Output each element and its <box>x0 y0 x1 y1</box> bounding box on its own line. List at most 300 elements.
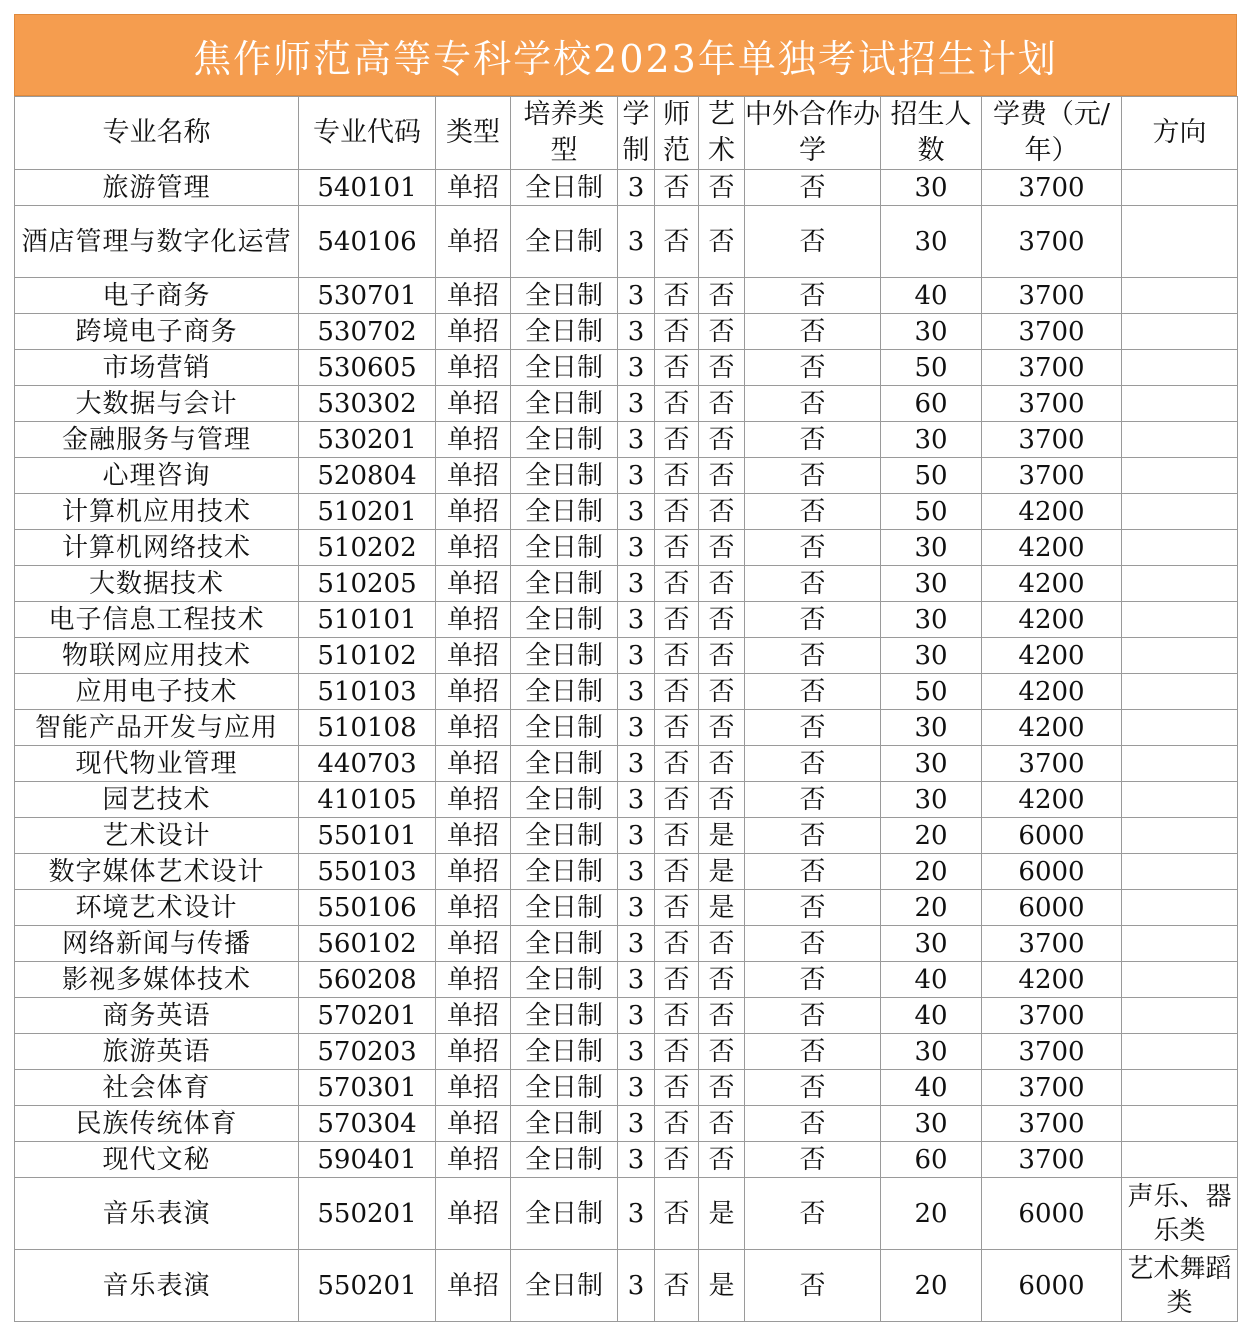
direction-cell <box>1122 854 1238 890</box>
major-name-cell: 环境艺术设计 <box>15 890 299 926</box>
table-cell: 单招 <box>436 1142 511 1178</box>
table-cell: 全日制 <box>511 314 618 350</box>
table-cell: 550101 <box>299 818 436 854</box>
table-cell: 3700 <box>982 1034 1122 1070</box>
table-cell: 40 <box>881 1070 982 1106</box>
table-cell: 30 <box>881 314 982 350</box>
direction-cell: 声乐、器乐类 <box>1122 1178 1238 1250</box>
table-cell: 否 <box>745 710 881 746</box>
table-cell: 否 <box>745 1250 881 1322</box>
table-cell: 否 <box>655 350 699 386</box>
table-cell: 全日制 <box>511 926 618 962</box>
table-cell: 单招 <box>436 494 511 530</box>
table-cell: 否 <box>655 314 699 350</box>
table-cell: 否 <box>745 494 881 530</box>
table-cell: 3 <box>618 638 655 674</box>
table-row <box>15 638 1238 674</box>
table-cell: 全日制 <box>511 1106 618 1142</box>
table-cell: 510201 <box>299 494 436 530</box>
table-cell: 3700 <box>982 314 1122 350</box>
table-cell: 否 <box>699 1070 745 1106</box>
table-cell: 否 <box>699 674 745 710</box>
table-cell: 6000 <box>982 890 1122 926</box>
table-cell: 3 <box>618 782 655 818</box>
table-cell: 否 <box>699 386 745 422</box>
table-cell: 否 <box>699 746 745 782</box>
table-cell: 510108 <box>299 710 436 746</box>
table-row <box>15 1106 1238 1142</box>
table-cell: 3 <box>618 854 655 890</box>
table-cell: 否 <box>745 1178 881 1250</box>
table-cell: 否 <box>745 170 881 206</box>
table-cell: 单招 <box>436 170 511 206</box>
table-cell: 3700 <box>982 350 1122 386</box>
table-cell: 全日制 <box>511 458 618 494</box>
header-cell: 中外合作办学 <box>745 97 881 170</box>
table-cell: 全日制 <box>511 1034 618 1070</box>
direction-cell <box>1122 998 1238 1034</box>
header-cell: 方向 <box>1122 97 1238 170</box>
direction-cell <box>1122 530 1238 566</box>
table-cell: 3 <box>618 458 655 494</box>
table-cell: 全日制 <box>511 422 618 458</box>
major-name-cell: 现代物业管理 <box>15 746 299 782</box>
table-cell: 单招 <box>436 998 511 1034</box>
table-cell: 是 <box>699 890 745 926</box>
table-cell: 6000 <box>982 818 1122 854</box>
table-cell: 60 <box>881 1142 982 1178</box>
direction-cell <box>1122 1106 1238 1142</box>
table-cell: 单招 <box>436 278 511 314</box>
header-cell: 师范 <box>655 97 699 170</box>
table-row <box>15 458 1238 494</box>
table-row <box>15 818 1238 854</box>
table-cell: 单招 <box>436 890 511 926</box>
table-cell: 3 <box>618 170 655 206</box>
major-name-cell: 影视多媒体技术 <box>15 962 299 998</box>
table-cell: 否 <box>655 818 699 854</box>
admission-plan-sheet <box>14 14 1237 1322</box>
table-cell: 单招 <box>436 1034 511 1070</box>
table-cell: 单招 <box>436 1178 511 1250</box>
table-cell: 否 <box>745 206 881 278</box>
major-name-cell: 旅游英语 <box>15 1034 299 1070</box>
table-cell: 4200 <box>982 962 1122 998</box>
table-cell: 否 <box>655 782 699 818</box>
table-row <box>15 278 1238 314</box>
table-cell: 全日制 <box>511 1070 618 1106</box>
table-cell: 否 <box>699 530 745 566</box>
table-cell: 3700 <box>982 170 1122 206</box>
table-cell: 否 <box>655 530 699 566</box>
table-cell: 30 <box>881 1106 982 1142</box>
table-cell: 否 <box>655 674 699 710</box>
table-cell: 否 <box>745 422 881 458</box>
table-cell: 单招 <box>436 674 511 710</box>
table-cell: 540106 <box>299 206 436 278</box>
major-name-cell: 电子商务 <box>15 278 299 314</box>
major-name-cell: 商务英语 <box>15 998 299 1034</box>
table-cell: 4200 <box>982 566 1122 602</box>
table-cell: 20 <box>881 1178 982 1250</box>
table-cell: 570301 <box>299 1070 436 1106</box>
table-cell: 否 <box>745 458 881 494</box>
table-cell: 3 <box>618 962 655 998</box>
table-cell: 否 <box>745 530 881 566</box>
major-name-cell: 现代文秘 <box>15 1142 299 1178</box>
table-cell: 否 <box>745 1034 881 1070</box>
table-cell: 560102 <box>299 926 436 962</box>
table-cell: 单招 <box>436 1070 511 1106</box>
table-cell: 3 <box>618 422 655 458</box>
table-cell: 3 <box>618 1250 655 1322</box>
table-cell: 否 <box>655 494 699 530</box>
table-cell: 否 <box>699 314 745 350</box>
table-cell: 全日制 <box>511 350 618 386</box>
table-cell: 3 <box>618 530 655 566</box>
major-name-cell: 网络新闻与传播 <box>15 926 299 962</box>
table-cell: 4200 <box>982 782 1122 818</box>
direction-cell <box>1122 494 1238 530</box>
table-row <box>15 1178 1238 1250</box>
table-cell: 是 <box>699 1178 745 1250</box>
table-row <box>15 746 1238 782</box>
table-cell: 否 <box>699 458 745 494</box>
major-name-cell: 艺术设计 <box>15 818 299 854</box>
table-cell: 3700 <box>982 746 1122 782</box>
table-cell: 全日制 <box>511 1250 618 1322</box>
table-cell: 单招 <box>436 530 511 566</box>
table-cell: 否 <box>655 926 699 962</box>
table-row <box>15 962 1238 998</box>
table-cell: 3 <box>618 602 655 638</box>
table-cell: 否 <box>745 602 881 638</box>
table-cell: 是 <box>699 818 745 854</box>
table-cell: 3700 <box>982 998 1122 1034</box>
table-cell: 单招 <box>436 422 511 458</box>
table-cell: 否 <box>699 998 745 1034</box>
direction-cell <box>1122 422 1238 458</box>
table-row <box>15 1070 1238 1106</box>
table-cell: 单招 <box>436 710 511 746</box>
direction-cell <box>1122 710 1238 746</box>
table-cell: 单招 <box>436 350 511 386</box>
table-cell: 4200 <box>982 530 1122 566</box>
table-cell: 3 <box>618 278 655 314</box>
direction-cell: 艺术舞蹈类 <box>1122 1250 1238 1322</box>
table-cell: 540101 <box>299 170 436 206</box>
table-cell: 否 <box>655 1070 699 1106</box>
table-row <box>15 998 1238 1034</box>
direction-cell <box>1122 926 1238 962</box>
major-name-cell: 计算机应用技术 <box>15 494 299 530</box>
major-name-cell: 心理咨询 <box>15 458 299 494</box>
table-cell: 520804 <box>299 458 436 494</box>
major-name-cell: 市场营销 <box>15 350 299 386</box>
table-cell: 单招 <box>436 638 511 674</box>
table-cell: 否 <box>655 1178 699 1250</box>
table-cell: 3 <box>618 566 655 602</box>
table-cell: 单招 <box>436 746 511 782</box>
table-row <box>15 314 1238 350</box>
direction-cell <box>1122 890 1238 926</box>
table-cell: 否 <box>699 782 745 818</box>
table-cell: 否 <box>699 1142 745 1178</box>
header-cell: 学费（元/年） <box>982 97 1122 170</box>
table-cell: 全日制 <box>511 890 618 926</box>
table-row <box>15 494 1238 530</box>
table-row <box>15 782 1238 818</box>
table-cell: 否 <box>699 602 745 638</box>
direction-cell <box>1122 458 1238 494</box>
major-name-cell: 大数据与会计 <box>15 386 299 422</box>
major-name-cell: 计算机网络技术 <box>15 530 299 566</box>
table-cell: 否 <box>745 746 881 782</box>
table-cell: 530701 <box>299 278 436 314</box>
table-cell: 否 <box>699 206 745 278</box>
table-cell: 单招 <box>436 458 511 494</box>
major-name-cell: 大数据技术 <box>15 566 299 602</box>
table-cell: 3700 <box>982 422 1122 458</box>
table-cell: 单招 <box>436 818 511 854</box>
table-cell: 530201 <box>299 422 436 458</box>
table-cell: 全日制 <box>511 998 618 1034</box>
table-cell: 否 <box>745 1142 881 1178</box>
table-cell: 否 <box>699 638 745 674</box>
table-cell: 否 <box>699 422 745 458</box>
table-cell: 否 <box>655 1034 699 1070</box>
table-cell: 否 <box>655 746 699 782</box>
table-cell: 否 <box>699 1106 745 1142</box>
table-row <box>15 422 1238 458</box>
table-cell: 单招 <box>436 314 511 350</box>
table-cell: 3700 <box>982 1142 1122 1178</box>
table-cell: 全日制 <box>511 674 618 710</box>
header-cell: 招生人数 <box>881 97 982 170</box>
table-cell: 3 <box>618 746 655 782</box>
table-cell: 全日制 <box>511 962 618 998</box>
table-cell: 3 <box>618 1142 655 1178</box>
table-cell: 40 <box>881 278 982 314</box>
table-cell: 3 <box>618 314 655 350</box>
table-cell: 30 <box>881 926 982 962</box>
table-cell: 40 <box>881 962 982 998</box>
table-cell: 否 <box>655 386 699 422</box>
table-cell: 全日制 <box>511 278 618 314</box>
table-cell: 3 <box>618 710 655 746</box>
table-cell: 3 <box>618 818 655 854</box>
table-cell: 否 <box>745 314 881 350</box>
direction-cell <box>1122 314 1238 350</box>
table-cell: 3 <box>618 1034 655 1070</box>
direction-cell <box>1122 1142 1238 1178</box>
major-name-cell: 智能产品开发与应用 <box>15 710 299 746</box>
table-cell: 否 <box>745 674 881 710</box>
table-cell: 否 <box>655 1142 699 1178</box>
table-cell: 单招 <box>436 566 511 602</box>
table-cell: 全日制 <box>511 710 618 746</box>
table-cell: 6000 <box>982 1250 1122 1322</box>
table-cell: 否 <box>745 890 881 926</box>
table-cell: 50 <box>881 458 982 494</box>
table-cell: 4200 <box>982 494 1122 530</box>
major-name-cell: 酒店管理与数字化运营 <box>15 206 299 278</box>
direction-cell <box>1122 566 1238 602</box>
table-cell: 30 <box>881 566 982 602</box>
table-cell: 3 <box>618 1070 655 1106</box>
table-cell: 否 <box>655 1250 699 1322</box>
direction-cell <box>1122 746 1238 782</box>
major-name-cell: 金融服务与管理 <box>15 422 299 458</box>
table-cell: 全日制 <box>511 530 618 566</box>
direction-cell <box>1122 674 1238 710</box>
table-row <box>15 350 1238 386</box>
table-cell: 50 <box>881 350 982 386</box>
table-cell: 3700 <box>982 458 1122 494</box>
table-cell: 6000 <box>982 1178 1122 1250</box>
table-cell: 全日制 <box>511 1142 618 1178</box>
table-cell: 30 <box>881 710 982 746</box>
table-row <box>15 602 1238 638</box>
table-cell: 50 <box>881 494 982 530</box>
table-cell: 单招 <box>436 1250 511 1322</box>
table-cell: 否 <box>745 854 881 890</box>
table-cell: 否 <box>699 278 745 314</box>
table-cell: 590401 <box>299 1142 436 1178</box>
table-cell: 550201 <box>299 1250 436 1322</box>
table-cell: 3 <box>618 386 655 422</box>
table-cell: 510103 <box>299 674 436 710</box>
table-cell: 560208 <box>299 962 436 998</box>
table-cell: 否 <box>745 818 881 854</box>
table-cell: 20 <box>881 1250 982 1322</box>
table-cell: 4200 <box>982 602 1122 638</box>
table-cell: 否 <box>655 1106 699 1142</box>
table-cell: 否 <box>699 170 745 206</box>
table-cell: 否 <box>745 566 881 602</box>
table-cell: 30 <box>881 638 982 674</box>
header-cell: 专业代码 <box>299 97 436 170</box>
table-cell: 50 <box>881 674 982 710</box>
table-cell: 否 <box>745 638 881 674</box>
table-cell: 410105 <box>299 782 436 818</box>
table-cell: 3 <box>618 674 655 710</box>
table-cell: 30 <box>881 206 982 278</box>
header-cell: 艺术 <box>699 97 745 170</box>
header-cell: 学制 <box>618 97 655 170</box>
table-cell: 3 <box>618 494 655 530</box>
table-title: 焦作师范高等专科学校2023年单独考试招生计划 <box>14 14 1237 96</box>
table-row <box>15 710 1238 746</box>
direction-cell <box>1122 350 1238 386</box>
table-cell: 全日制 <box>511 1178 618 1250</box>
table-cell: 30 <box>881 782 982 818</box>
table-cell: 单招 <box>436 1106 511 1142</box>
table-cell: 全日制 <box>511 854 618 890</box>
table-row <box>15 1034 1238 1070</box>
table-cell: 30 <box>881 1034 982 1070</box>
table-cell: 单招 <box>436 206 511 278</box>
table-cell: 550201 <box>299 1178 436 1250</box>
direction-cell <box>1122 278 1238 314</box>
table-cell: 否 <box>655 962 699 998</box>
table-cell: 530605 <box>299 350 436 386</box>
table-cell: 否 <box>745 1070 881 1106</box>
table-cell: 否 <box>655 278 699 314</box>
table-cell: 60 <box>881 386 982 422</box>
major-name-cell: 应用电子技术 <box>15 674 299 710</box>
table-cell: 否 <box>655 854 699 890</box>
table-cell: 570201 <box>299 998 436 1034</box>
table-body <box>15 170 1238 1322</box>
major-name-cell: 园艺技术 <box>15 782 299 818</box>
major-name-cell: 跨境电子商务 <box>15 314 299 350</box>
table-cell: 单招 <box>436 602 511 638</box>
table-cell: 全日制 <box>511 818 618 854</box>
table-cell: 否 <box>745 278 881 314</box>
major-name-cell: 物联网应用技术 <box>15 638 299 674</box>
table-cell: 单招 <box>436 926 511 962</box>
direction-cell <box>1122 638 1238 674</box>
table-cell: 3700 <box>982 1106 1122 1142</box>
table-cell: 3 <box>618 1178 655 1250</box>
table-cell: 3 <box>618 1106 655 1142</box>
major-name-cell: 旅游管理 <box>15 170 299 206</box>
major-name-cell: 音乐表演 <box>15 1178 299 1250</box>
major-name-cell: 音乐表演 <box>15 1250 299 1322</box>
table-cell: 否 <box>655 602 699 638</box>
table-cell: 否 <box>655 890 699 926</box>
table-cell: 3700 <box>982 926 1122 962</box>
table-cell: 570304 <box>299 1106 436 1142</box>
table-cell: 4200 <box>982 674 1122 710</box>
table-cell: 单招 <box>436 386 511 422</box>
table-cell: 30 <box>881 530 982 566</box>
table-cell: 全日制 <box>511 386 618 422</box>
table-cell: 否 <box>745 926 881 962</box>
table-cell: 否 <box>699 926 745 962</box>
header-row <box>15 97 1238 170</box>
table-cell: 否 <box>655 566 699 602</box>
table-cell: 否 <box>745 998 881 1034</box>
table-cell: 全日制 <box>511 746 618 782</box>
admission-table <box>14 96 1238 1322</box>
table-cell: 30 <box>881 746 982 782</box>
table-cell: 全日制 <box>511 566 618 602</box>
table-cell: 否 <box>699 494 745 530</box>
table-cell: 4200 <box>982 710 1122 746</box>
table-cell: 单招 <box>436 782 511 818</box>
table-cell: 单招 <box>436 962 511 998</box>
direction-cell <box>1122 602 1238 638</box>
table-cell: 3700 <box>982 1070 1122 1106</box>
table-row <box>15 206 1238 278</box>
major-name-cell: 电子信息工程技术 <box>15 602 299 638</box>
direction-cell <box>1122 206 1238 278</box>
direction-cell <box>1122 962 1238 998</box>
header-cell: 类型 <box>436 97 511 170</box>
table-cell: 30 <box>881 422 982 458</box>
table-cell: 全日制 <box>511 170 618 206</box>
table-row <box>15 674 1238 710</box>
table-cell: 否 <box>745 1106 881 1142</box>
table-row <box>15 530 1238 566</box>
direction-cell <box>1122 1070 1238 1106</box>
direction-cell <box>1122 1034 1238 1070</box>
table-cell: 全日制 <box>511 638 618 674</box>
table-cell: 550106 <box>299 890 436 926</box>
table-cell: 3700 <box>982 206 1122 278</box>
